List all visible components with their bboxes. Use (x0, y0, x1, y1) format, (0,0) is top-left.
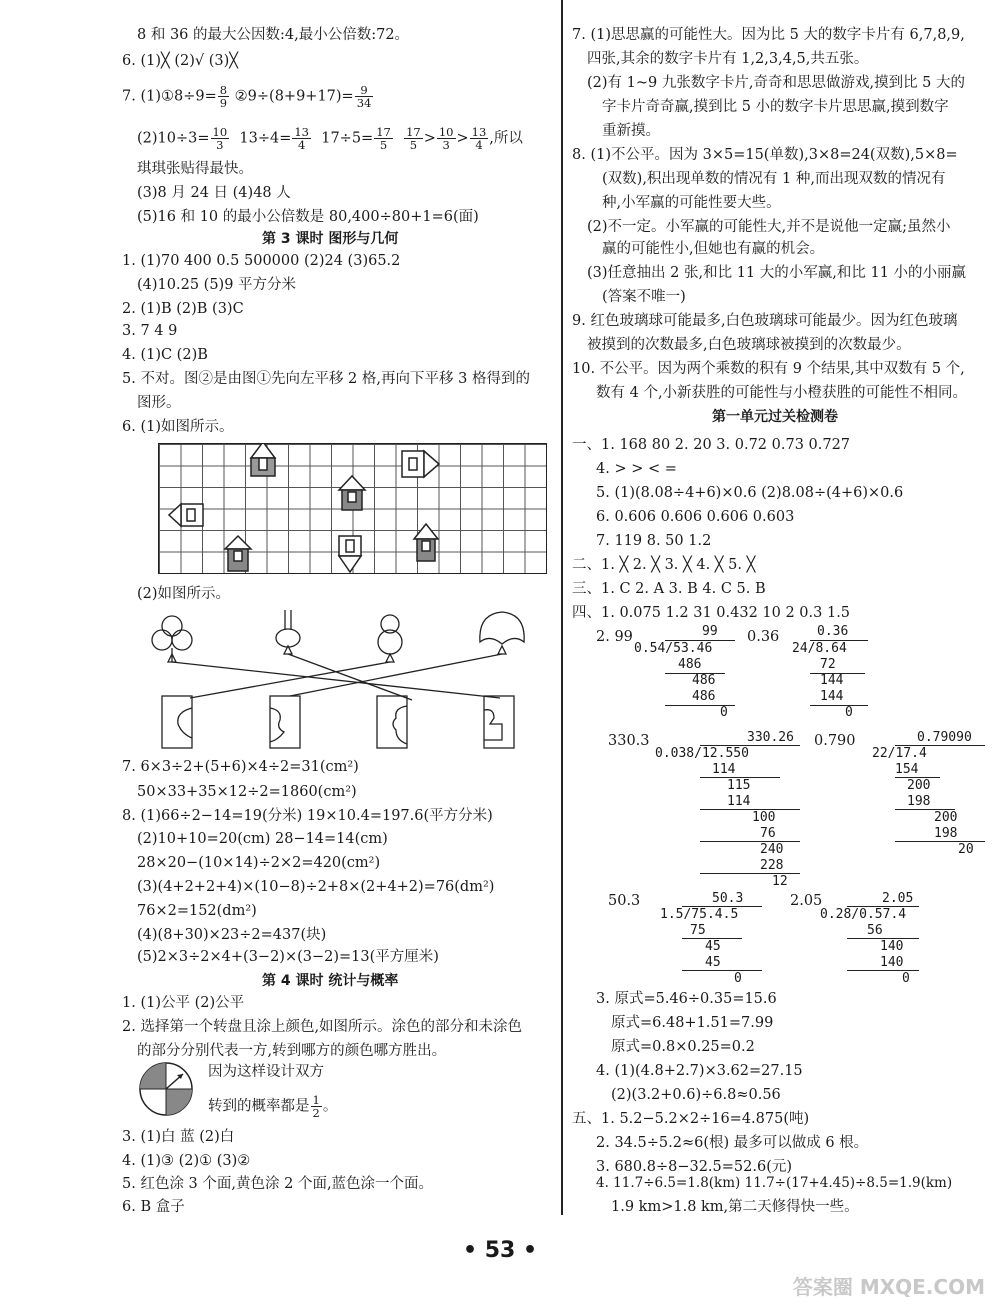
line: 6. (1)如图所示。 (122, 419, 234, 435)
line: 转到的概率都是 $\frac{1}{2}$ 。 (208, 1093, 338, 1120)
line: 图形。 (137, 395, 181, 411)
line: (5)16 和 10 的最小公倍数是 80,400÷80+1=6(面) (137, 209, 479, 225)
fraction: $\frac{8}{9}$ (219, 83, 228, 110)
line: (双数),积出现单数的情况有 1 种,而出现双数的情况有 (602, 171, 946, 187)
watermark: 答案圈 MXQE.COM (792, 1275, 985, 1299)
line: 数有 4 个,小新获胜的可能性与小橙获胜的可能性不相同。 (596, 385, 968, 401)
line: 6. 0.606 0.606 0.606 0.603 (596, 509, 795, 525)
line: 8. (1)66÷2−14=19(分米) 19×10.4=197.6(平方分米) (122, 808, 493, 824)
line: 50.3 (608, 893, 641, 909)
line: 3. 680.8÷8−32.5=52.6(元) (596, 1159, 793, 1175)
fraction: $\frac{1}{2}$ (312, 1093, 320, 1120)
line: 字卡片奇奇赢,摸到比 5 小的数字卡片思思赢,摸到数字 (602, 99, 949, 115)
line: 一、1. 168 80 2. 20 3. 0.72 0.73 0.727 (572, 437, 851, 453)
page-number: • 53 • (462, 1238, 538, 1263)
translation-grid (158, 443, 547, 574)
line: 三、1. C 2. A 3. B 4. C 5. B (572, 581, 766, 597)
line: 2. 99 (596, 629, 633, 645)
fraction: $\frac{13}{4}$ (471, 125, 487, 152)
line: 3. 7 4 9 (122, 323, 178, 339)
line: 4. > > < = (596, 461, 677, 477)
line: 4. (1)C (2)B (122, 347, 208, 363)
line: 被摸到的次数最多,白色玻璃球被摸到的次数最少。 (587, 337, 911, 353)
q7-line2: (2)10÷3= $\frac{10}{3}$ 13÷4= $\frac{13}{4}$ 17÷5= $\frac{17}{5}$ $\frac{17}{5}$ > $\frac{10}{3}$ > $\frac{13}{4}$ ,所以 (137, 125, 523, 152)
symmetry-matching-figure (150, 600, 550, 755)
line: 因为这样设计双方 (208, 1064, 324, 1080)
line: 四张,其余的数字卡片有 1,2,3,4,5,共五张。 (587, 51, 869, 67)
line: 4. 11.7÷6.5=1.8(km) 11.7÷(17+4.45)÷8.5=1.9(km) (596, 1175, 953, 1191)
fraction: $\frac{13}{4}$ (294, 125, 309, 152)
line: 5. (1)(8.08÷4+6)×0.6 (2)8.08÷(4+6)×0.6 (596, 485, 904, 501)
line: (4)10.25 (5)9 平方分米 (137, 277, 297, 293)
line: 10. 不公平。因为两个乘数的积有 9 个结果,其中双数有 5 个, (572, 361, 965, 377)
line: 1. (1)70 400 0.5 500000 (2)24 (3)65.2 (122, 253, 401, 269)
line: (4)(8+30)×23÷2=437(块) (137, 927, 327, 943)
line: 28×20−(10×14)÷2×2=420(cm²) (137, 855, 381, 871)
fraction: $\frac{9}{34}$ (356, 83, 372, 110)
line: 重新摸。 (602, 123, 660, 139)
line: (3)任意抽出 2 张,和比 11 大的小军赢,和比 11 小的小丽赢 (587, 265, 967, 281)
house-shapes (159, 444, 546, 573)
line: 7. 119 8. 50 1.2 (596, 533, 712, 549)
section-heading: 第一单元过关检测卷 (712, 409, 838, 425)
line: 4. (1)(4.8+2.7)×3.62=27.15 (596, 1063, 803, 1079)
line: 76×2=152(dm²) (137, 903, 257, 919)
line: 0.36 (747, 629, 780, 645)
line: 5. 红色涂 3 个面,黄色涂 2 个面,蓝色涂一个面。 (122, 1176, 434, 1192)
line: 琪琪张贴得最快。 (137, 161, 253, 177)
line: 2. 34.5÷5.2≈6(根) 最多可以做成 6 根。 (596, 1135, 869, 1151)
line: 四、1. 0.075 1.2 31 0.432 10 2 0.3 1.5 (572, 605, 851, 621)
line: 8 和 36 的最大公因数:4,最小公倍数:72。 (137, 27, 410, 43)
line: 3. 原式=5.46÷0.35=15.6 (596, 991, 777, 1007)
spinner-icon (137, 1060, 197, 1120)
line: 9. 红色玻璃球可能最多,白色玻璃球可能最少。因为红色玻璃 (572, 313, 958, 329)
column-divider (561, 0, 563, 1215)
line: 赢的可能性小,但她也有赢的机会。 (602, 241, 825, 257)
line: 0.790 (814, 733, 856, 749)
line: 2.05 (790, 893, 823, 909)
line: 原式=6.48+1.51=7.99 (611, 1015, 774, 1031)
line: 二、1. ╳ 2. ╳ 3. ╳ 4. ╳ 5. ╳ (572, 557, 756, 573)
line: 2. 选择第一个转盘且涂上颜色,如图所示。涂色的部分和未涂色 (122, 1019, 523, 1035)
line: 330.3 (608, 733, 650, 749)
line: 的部分分别代表一方,转到哪方的颜色哪方胜出。 (137, 1043, 447, 1059)
line: 5. 不对。图②是由图①先向左平移 2 格,再向下平移 3 格得到的 (122, 371, 530, 387)
line: 3. (1)白 蓝 (2)白 (122, 1129, 235, 1145)
line: 原式=0.8×0.25=0.2 (611, 1039, 755, 1055)
line: (3)8 月 24 日 (4)48 人 (137, 185, 291, 201)
q7-line1: 7. (1)①8÷9= $\frac{8}{9}$ ②9÷(8+9+17)= $\frac{9}{34}$ (122, 83, 372, 110)
line: (2)有 1~9 九张数字卡片,奇奇和思思做游戏,摸到比 5 大的 (587, 75, 966, 91)
line: 6. B 盒子 (122, 1199, 185, 1215)
line: 1. (1)公平 (2)公平 (122, 995, 245, 1011)
line: (2)(3.2+0.6)÷6.8≈0.56 (611, 1087, 781, 1103)
fraction: $\frac{10}{3}$ (438, 125, 454, 152)
fraction: $\frac{10}{3}$ (212, 125, 228, 152)
line: (5)2×3÷2×4+(3−2)×(3−2)=13(平方厘米) (137, 949, 439, 965)
line: 7. (1)思思赢的可能性大。因为比 5 大的数字卡片有 6,7,8,9, (572, 27, 965, 43)
line: (2)10+10=20(cm) 28−14=14(cm) (137, 831, 388, 847)
line: 2. (1)B (2)B (3)C (122, 301, 244, 317)
line: 五、1. 5.2−5.2×2÷16=4.875(吨) (572, 1111, 810, 1127)
line: 7. 6×3÷2+(5+6)×4÷2=31(cm²) (122, 759, 359, 775)
line: (答案不唯一) (602, 289, 686, 305)
fraction: $\frac{17}{5}$ (376, 125, 391, 152)
fraction: $\frac{17}{5}$ (406, 125, 421, 152)
line: 6. (1)╳ (2)√ (3)╳ (122, 53, 238, 69)
line: (3)(4+2+2+4)×(10−8)÷2+8×(2+4+2)=76(dm²) (137, 879, 495, 895)
line: 8. (1)不公平。因为 3×5=15(单数),3×8=24(双数),5×8= (572, 147, 958, 163)
line: 1.9 km>1.8 km,第二天修得快一些。 (611, 1199, 859, 1215)
line: 50×33+35×12÷2=1860(cm²) (137, 784, 357, 800)
line: 种,小军赢的可能性要大些。 (602, 195, 781, 211)
section-heading: 第 3 课时 图形与几何 (262, 231, 399, 247)
line: 4. (1)③ (2)① (3)② (122, 1153, 251, 1169)
line: (2)不一定。小军赢的可能性大,并不是说他一定赢;虽然小 (587, 219, 951, 235)
section-heading: 第 4 课时 统计与概率 (262, 973, 399, 989)
line: (2)如图所示。 (137, 586, 231, 602)
